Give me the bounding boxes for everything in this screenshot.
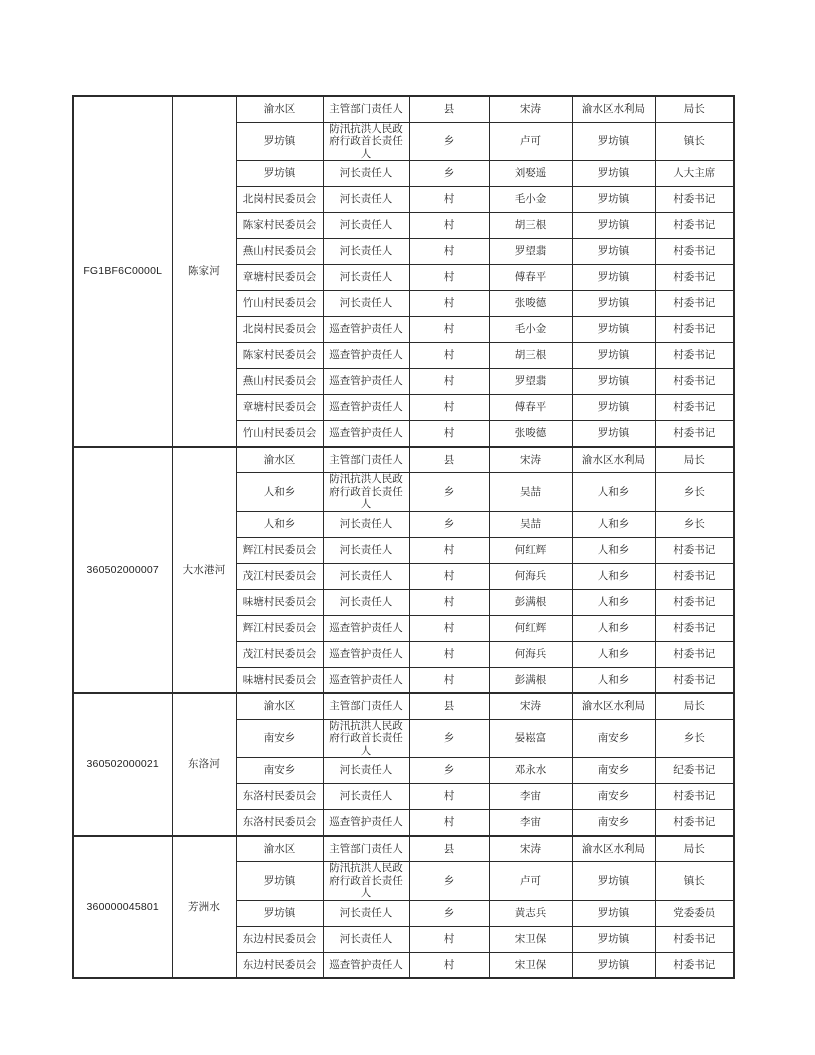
level-cell: 村 — [409, 641, 489, 667]
title-cell: 村委书记 — [655, 187, 734, 213]
role-cell: 河长责任人 — [323, 291, 409, 317]
organization-cell: 章塘村民委员会 — [236, 395, 323, 421]
role-cell: 河长责任人 — [323, 511, 409, 537]
role-cell: 河长责任人 — [323, 563, 409, 589]
role-cell: 河长责任人 — [323, 589, 409, 615]
person-name-cell: 宋卫保 — [489, 926, 572, 952]
river-table-body — [73, 96, 734, 978]
unit-cell: 罗坊镇 — [572, 265, 655, 291]
role-cell: 河长责任人 — [323, 784, 409, 810]
unit-cell: 南安乡 — [572, 758, 655, 784]
title-cell: 人大主席 — [655, 161, 734, 187]
person-name-cell: 胡三根 — [489, 343, 572, 369]
level-cell: 村 — [409, 343, 489, 369]
organization-cell: 渝水区 — [236, 96, 323, 122]
level-cell: 村 — [409, 395, 489, 421]
title-cell: 村委书记 — [655, 395, 734, 421]
role-cell: 防汛抗洪人民政府行政首长责任人 — [323, 473, 409, 512]
organization-cell: 味塘村民委员会 — [236, 589, 323, 615]
title-cell: 村委书记 — [655, 537, 734, 563]
role-cell: 巡查管护责任人 — [323, 641, 409, 667]
level-cell: 乡 — [409, 473, 489, 512]
level-cell: 村 — [409, 667, 489, 693]
title-cell: 村委书记 — [655, 369, 734, 395]
level-cell: 县 — [409, 447, 489, 473]
title-cell: 村委书记 — [655, 926, 734, 952]
role-cell: 巡查管护责任人 — [323, 369, 409, 395]
title-cell: 纪委书记 — [655, 758, 734, 784]
role-cell: 巡查管护责任人 — [323, 810, 409, 836]
level-cell: 村 — [409, 187, 489, 213]
level-cell: 乡 — [409, 511, 489, 537]
organization-cell: 茂江村民委员会 — [236, 563, 323, 589]
organization-cell: 辉江村民委员会 — [236, 537, 323, 563]
unit-cell: 南安乡 — [572, 719, 655, 758]
person-name-cell: 张唆德 — [489, 421, 572, 447]
person-name-cell: 彭满根 — [489, 589, 572, 615]
person-name-cell: 宋涛 — [489, 836, 572, 862]
level-cell: 村 — [409, 291, 489, 317]
river-code-cell: 360502000021 — [73, 693, 172, 836]
unit-cell: 罗坊镇 — [572, 213, 655, 239]
level-cell: 乡 — [409, 758, 489, 784]
level-cell: 村 — [409, 369, 489, 395]
role-cell: 河长责任人 — [323, 161, 409, 187]
unit-cell: 南安乡 — [572, 784, 655, 810]
person-name-cell: 吴喆 — [489, 473, 572, 512]
person-name-cell: 罗望翡 — [489, 369, 572, 395]
person-name-cell: 刘娶遥 — [489, 161, 572, 187]
level-cell: 村 — [409, 784, 489, 810]
organization-cell: 燕山村民委员会 — [236, 239, 323, 265]
level-cell: 乡 — [409, 862, 489, 901]
organization-cell: 陈家村民委员会 — [236, 343, 323, 369]
person-name-cell: 李宙 — [489, 810, 572, 836]
unit-cell: 罗坊镇 — [572, 421, 655, 447]
level-cell: 县 — [409, 693, 489, 719]
unit-cell: 罗坊镇 — [572, 291, 655, 317]
organization-cell: 渝水区 — [236, 836, 323, 862]
organization-cell: 竹山村民委员会 — [236, 291, 323, 317]
organization-cell: 竹山村民委员会 — [236, 421, 323, 447]
organization-cell: 北岗村民委员会 — [236, 317, 323, 343]
title-cell: 乡长 — [655, 473, 734, 512]
title-cell: 乡长 — [655, 511, 734, 537]
role-cell: 河长责任人 — [323, 900, 409, 926]
level-cell: 乡 — [409, 900, 489, 926]
role-cell: 巡查管护责任人 — [323, 615, 409, 641]
level-cell: 村 — [409, 563, 489, 589]
unit-cell: 人和乡 — [572, 537, 655, 563]
title-cell: 村委书记 — [655, 239, 734, 265]
title-cell: 村委书记 — [655, 784, 734, 810]
table-row — [73, 447, 734, 473]
title-cell: 村委书记 — [655, 667, 734, 693]
person-name-cell: 毛小金 — [489, 317, 572, 343]
level-cell: 村 — [409, 589, 489, 615]
unit-cell: 人和乡 — [572, 563, 655, 589]
river-code-cell: 360502000007 — [73, 447, 172, 694]
role-cell: 河长责任人 — [323, 213, 409, 239]
role-cell: 河长责任人 — [323, 537, 409, 563]
organization-cell: 章塘村民委员会 — [236, 265, 323, 291]
title-cell: 镇长 — [655, 862, 734, 901]
unit-cell: 人和乡 — [572, 589, 655, 615]
title-cell: 村委书记 — [655, 317, 734, 343]
organization-cell: 陈家村民委员会 — [236, 213, 323, 239]
unit-cell: 人和乡 — [572, 615, 655, 641]
unit-cell: 罗坊镇 — [572, 926, 655, 952]
unit-cell: 罗坊镇 — [572, 343, 655, 369]
person-name-cell: 傅春平 — [489, 395, 572, 421]
river-name-cell: 芳洲水 — [172, 836, 236, 979]
title-cell: 局长 — [655, 447, 734, 473]
unit-cell: 渝水区水利局 — [572, 836, 655, 862]
level-cell: 村 — [409, 317, 489, 343]
organization-cell: 东边村民委员会 — [236, 952, 323, 978]
person-name-cell: 何红辉 — [489, 615, 572, 641]
unit-cell: 罗坊镇 — [572, 862, 655, 901]
organization-cell: 北岗村民委员会 — [236, 187, 323, 213]
organization-cell: 罗坊镇 — [236, 862, 323, 901]
person-name-cell: 宋涛 — [489, 447, 572, 473]
organization-cell: 辉江村民委员会 — [236, 615, 323, 641]
unit-cell: 罗坊镇 — [572, 952, 655, 978]
organization-cell: 人和乡 — [236, 473, 323, 512]
organization-cell: 人和乡 — [236, 511, 323, 537]
person-name-cell: 何海兵 — [489, 563, 572, 589]
unit-cell: 罗坊镇 — [572, 122, 655, 161]
title-cell: 党委委员 — [655, 900, 734, 926]
title-cell: 村委书记 — [655, 615, 734, 641]
title-cell: 村委书记 — [655, 265, 734, 291]
unit-cell: 罗坊镇 — [572, 239, 655, 265]
unit-cell: 人和乡 — [572, 641, 655, 667]
person-name-cell: 黄志兵 — [489, 900, 572, 926]
role-cell: 防汛抗洪人民政府行政首长责任人 — [323, 862, 409, 901]
organization-cell: 味塘村民委员会 — [236, 667, 323, 693]
organization-cell: 罗坊镇 — [236, 900, 323, 926]
role-cell: 巡查管护责任人 — [323, 395, 409, 421]
river-code-cell: 360000045801 — [73, 836, 172, 979]
level-cell: 村 — [409, 213, 489, 239]
table-row — [73, 693, 734, 719]
unit-cell: 渝水区水利局 — [572, 693, 655, 719]
person-name-cell: 邓永水 — [489, 758, 572, 784]
title-cell: 镇长 — [655, 122, 734, 161]
role-cell: 河长责任人 — [323, 926, 409, 952]
level-cell: 村 — [409, 615, 489, 641]
level-cell: 县 — [409, 836, 489, 862]
role-cell: 河长责任人 — [323, 239, 409, 265]
organization-cell: 燕山村民委员会 — [236, 369, 323, 395]
river-name-cell: 东洛河 — [172, 693, 236, 836]
unit-cell: 人和乡 — [572, 473, 655, 512]
title-cell: 村委书记 — [655, 563, 734, 589]
organization-cell: 南安乡 — [236, 719, 323, 758]
role-cell: 防汛抗洪人民政府行政首长责任人 — [323, 719, 409, 758]
level-cell: 村 — [409, 926, 489, 952]
title-cell: 局长 — [655, 693, 734, 719]
level-cell: 乡 — [409, 719, 489, 758]
person-name-cell: 卢可 — [489, 862, 572, 901]
level-cell: 乡 — [409, 122, 489, 161]
person-name-cell: 宋涛 — [489, 693, 572, 719]
organization-cell: 东边村民委员会 — [236, 926, 323, 952]
role-cell: 河长责任人 — [323, 265, 409, 291]
person-name-cell: 晏崧富 — [489, 719, 572, 758]
organization-cell: 东洛村民委员会 — [236, 784, 323, 810]
level-cell: 村 — [409, 952, 489, 978]
level-cell: 村 — [409, 239, 489, 265]
title-cell: 村委书记 — [655, 641, 734, 667]
title-cell: 村委书记 — [655, 810, 734, 836]
person-name-cell: 毛小金 — [489, 187, 572, 213]
unit-cell: 南安乡 — [572, 810, 655, 836]
person-name-cell: 罗望翡 — [489, 239, 572, 265]
level-cell: 村 — [409, 265, 489, 291]
person-name-cell: 傅春平 — [489, 265, 572, 291]
unit-cell: 渝水区水利局 — [572, 447, 655, 473]
level-cell: 县 — [409, 96, 489, 122]
person-name-cell: 胡三根 — [489, 213, 572, 239]
role-cell: 巡查管护责任人 — [323, 343, 409, 369]
person-name-cell: 何红辉 — [489, 537, 572, 563]
title-cell: 乡长 — [655, 719, 734, 758]
role-cell: 巡查管护责任人 — [323, 317, 409, 343]
role-cell: 河长责任人 — [323, 187, 409, 213]
river-code-cell: FG1BF6C0000L — [73, 96, 172, 447]
unit-cell: 罗坊镇 — [572, 187, 655, 213]
person-name-cell: 何海兵 — [489, 641, 572, 667]
organization-cell: 渝水区 — [236, 693, 323, 719]
level-cell: 村 — [409, 421, 489, 447]
river-responsibility-table — [72, 95, 735, 979]
unit-cell: 罗坊镇 — [572, 395, 655, 421]
organization-cell: 南安乡 — [236, 758, 323, 784]
unit-cell: 人和乡 — [572, 667, 655, 693]
level-cell: 乡 — [409, 161, 489, 187]
title-cell: 村委书记 — [655, 952, 734, 978]
person-name-cell: 卢可 — [489, 122, 572, 161]
title-cell: 村委书记 — [655, 421, 734, 447]
table-row — [73, 836, 734, 862]
title-cell: 局长 — [655, 836, 734, 862]
table-row — [73, 96, 734, 122]
river-name-cell: 陈家河 — [172, 96, 236, 447]
role-cell: 河长责任人 — [323, 758, 409, 784]
person-name-cell: 宋涛 — [489, 96, 572, 122]
organization-cell: 渝水区 — [236, 447, 323, 473]
person-name-cell: 张唆德 — [489, 291, 572, 317]
role-cell: 巡查管护责任人 — [323, 421, 409, 447]
role-cell: 主管部门责任人 — [323, 447, 409, 473]
role-cell: 主管部门责任人 — [323, 693, 409, 719]
unit-cell: 罗坊镇 — [572, 900, 655, 926]
title-cell: 局长 — [655, 96, 734, 122]
organization-cell: 东洛村民委员会 — [236, 810, 323, 836]
unit-cell: 罗坊镇 — [572, 369, 655, 395]
person-name-cell: 彭满根 — [489, 667, 572, 693]
unit-cell: 人和乡 — [572, 511, 655, 537]
level-cell: 村 — [409, 810, 489, 836]
person-name-cell: 吴喆 — [489, 511, 572, 537]
person-name-cell: 宋卫保 — [489, 952, 572, 978]
role-cell: 防汛抗洪人民政府行政首长责任人 — [323, 122, 409, 161]
organization-cell: 罗坊镇 — [236, 122, 323, 161]
river-name-cell: 大水港河 — [172, 447, 236, 694]
title-cell: 村委书记 — [655, 589, 734, 615]
role-cell: 巡查管护责任人 — [323, 667, 409, 693]
role-cell: 主管部门责任人 — [323, 836, 409, 862]
title-cell: 村委书记 — [655, 213, 734, 239]
role-cell: 巡查管护责任人 — [323, 952, 409, 978]
unit-cell: 渝水区水利局 — [572, 96, 655, 122]
unit-cell: 罗坊镇 — [572, 161, 655, 187]
organization-cell: 茂江村民委员会 — [236, 641, 323, 667]
role-cell: 主管部门责任人 — [323, 96, 409, 122]
level-cell: 村 — [409, 537, 489, 563]
unit-cell: 罗坊镇 — [572, 317, 655, 343]
organization-cell: 罗坊镇 — [236, 161, 323, 187]
person-name-cell: 李宙 — [489, 784, 572, 810]
title-cell: 村委书记 — [655, 291, 734, 317]
title-cell: 村委书记 — [655, 343, 734, 369]
